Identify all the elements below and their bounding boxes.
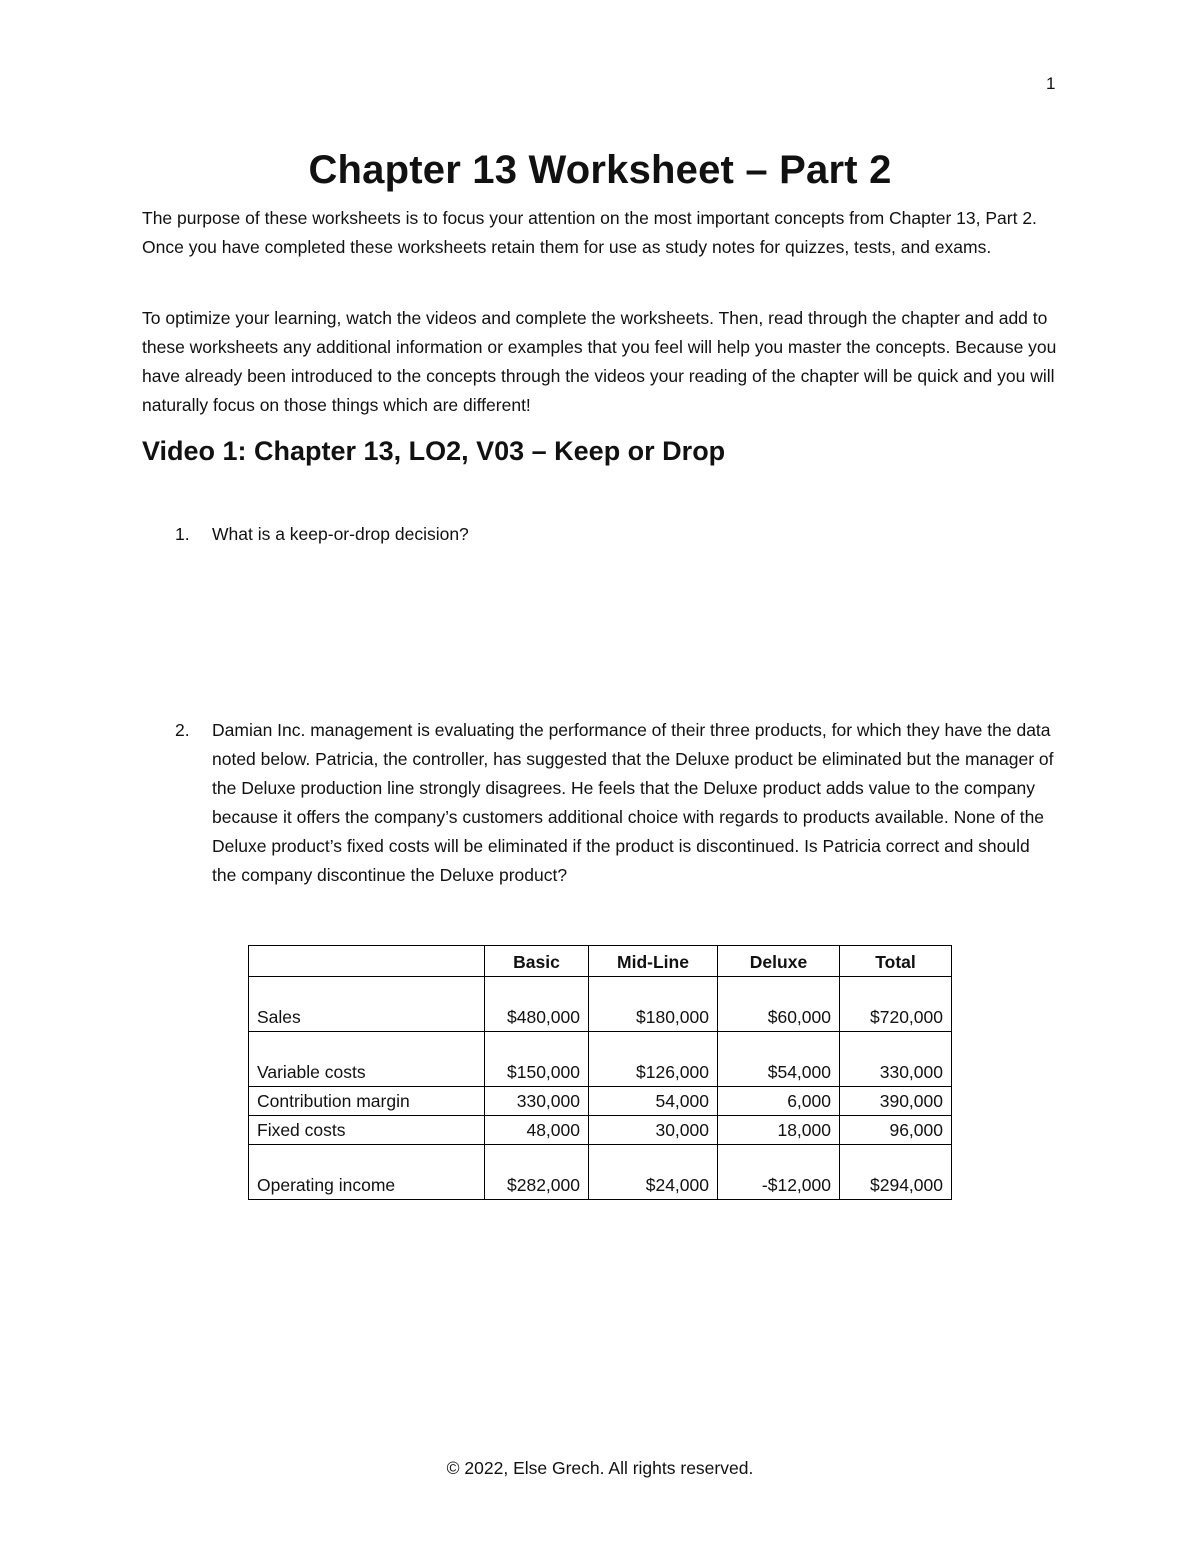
table-cell: 330,000 [485,1087,589,1116]
table-row [249,1145,952,1200]
row-label: Sales [249,977,485,1032]
intro-paragraph-1: The purpose of these worksheets is to focus your attention on the most important concepts from Chapter 13, Part 2. Once you have completed these worksheets retain them for use as study notes for quizzes, tests, and exams. [142,208,1037,257]
table-cell: 54,000 [589,1087,718,1116]
table-cell: 30,000 [589,1116,718,1145]
table-cell: $60,000 [718,977,840,1032]
table-cell: 390,000 [840,1087,952,1116]
table-cell: 96,000 [840,1116,952,1145]
table-header-cell [249,946,485,977]
table-cell: $282,000 [485,1145,589,1200]
table-cell: 6,000 [718,1087,840,1116]
intro-paragraph-2: To optimize your learning, watch the videos and complete the worksheets. Then, read through the chapter and add to these worksheets any additional information or examples that you feel will help you master the concepts. Because you have already been introduced to the concepts through the videos your reading of the chapter will be quick and you will naturally focus on those things which are different! [142,308,1057,415]
table-cell: 330,000 [840,1032,952,1087]
table-cell: $54,000 [718,1032,840,1087]
table-cell: $294,000 [840,1145,952,1200]
page-title: Chapter 13 Worksheet – Part 2 [308,148,892,192]
table-row [249,1116,952,1145]
question-number: 1. [175,524,190,544]
table-cell: $24,000 [589,1145,718,1200]
question-number: 2. [175,720,190,740]
table-cell: $180,000 [589,977,718,1032]
table-header-cell: Basic [485,946,589,977]
table-cell: $720,000 [840,977,952,1032]
table-cell: $480,000 [485,977,589,1032]
table-row [249,977,952,1032]
question-text: Damian Inc. management is evaluating the performance of their three products, for which they have the data noted below. Patricia, the controller, has suggested that the Deluxe product be eliminated but the manager of the Deluxe production line strongly disagrees. He feels that the Deluxe product adds value to the company because it offers the company’s customers additional choice with regards to products available. None of the Deluxe product’s fixed costs will be eliminated if the product is discontinued. Is Patricia correct and should the company discontinue the Deluxe product? [212,720,1054,885]
table-cell: $150,000 [485,1032,589,1087]
table-header-cell: Deluxe [718,946,840,977]
copyright-footer: © 2022, Else Grech. All rights reserved. [446,1458,754,1478]
row-label: Fixed costs [249,1116,485,1145]
table-cell: $126,000 [589,1032,718,1087]
row-label: Variable costs [249,1032,485,1087]
table-cell: 48,000 [485,1116,589,1145]
table-header-cell: Mid-Line [589,946,718,977]
section-heading: Video 1: Chapter 13, LO2, V03 – Keep or Drop [142,436,726,466]
row-label: Operating income [249,1145,485,1200]
table-cell: -$12,000 [718,1145,840,1200]
table-header-row [249,946,952,977]
page-number: 1 [1046,74,1056,93]
table-row [249,1087,952,1116]
table-header-cell: Total [840,946,952,977]
table-cell: 18,000 [718,1116,840,1145]
question-text: What is a keep-or-drop decision? [212,524,469,544]
row-label: Contribution margin [249,1087,485,1116]
table-row [249,1032,952,1087]
product-data-table [248,945,952,1200]
